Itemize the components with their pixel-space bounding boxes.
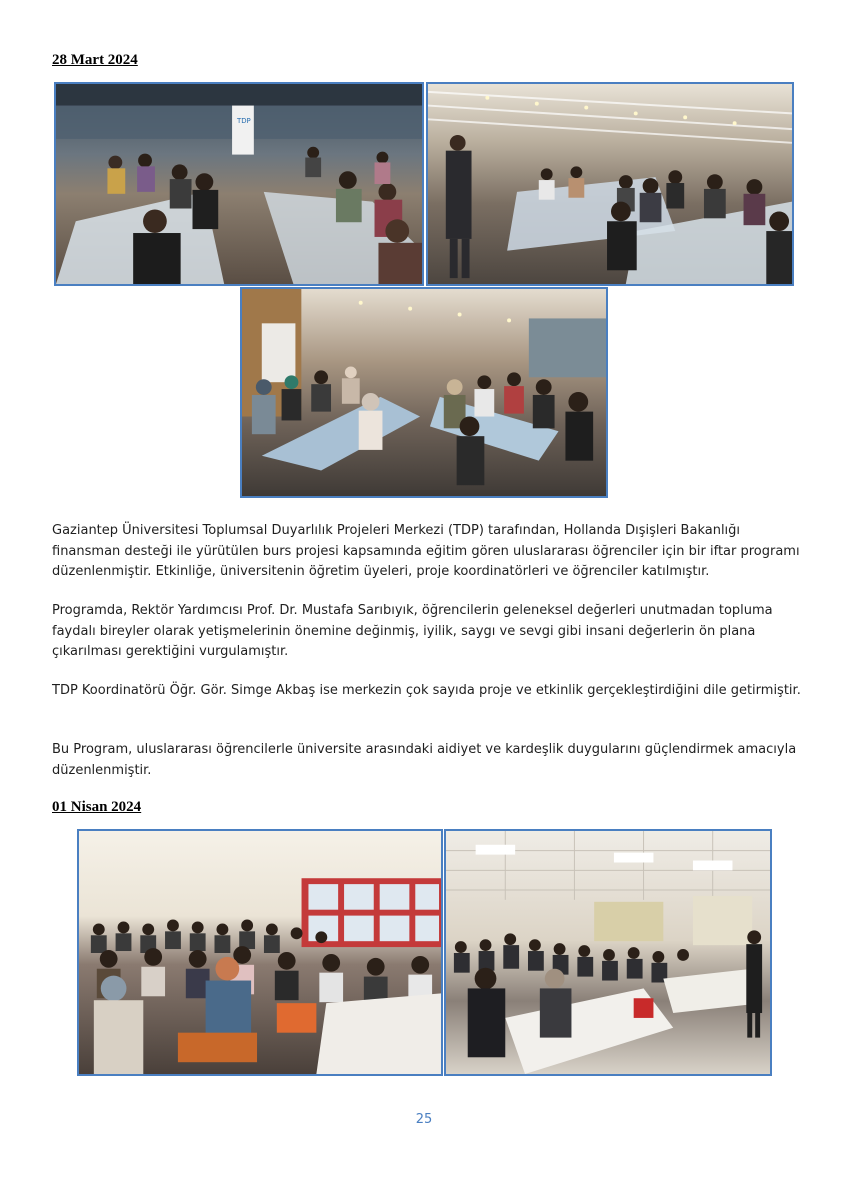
paragraph-intro: Gaziantep Üniversitesi Toplumsal Duyarlılık Projeleri Merkezi (TDP) tarafından, Hollanda Dışişleri Bakanlığı finansman desteği ile yürütülen burs projesi kapsamında eğitim gören uluslararası öğrenciler için bir iftar programı düzenlenmiştir. Etkinliğe, üniversitenin öğretim üyeleri, proje koordinatörleri ve öğrenciler katılmıştır. [52,523,800,579]
section-date-heading: 01 Nisan 2024 [52,799,142,815]
iftar-photo-2 [426,82,794,286]
page-number: 25 [415,1112,433,1127]
paragraph-purpose: Bu Program, uluslararası öğrencilerle üniversite arasındaki aidiyet ve kardeşlik duygularını güçlendirmek amacıyla düzenlenmiştir. [52,742,797,778]
section-date-heading: 28 Mart 2024 [52,52,138,68]
paragraph-coordinator: TDP Koordinatörü Öğr. Gör. Simge Akbaş ise merkezin çok sayıda proje ve etkinlik gerçekleştirdiğini dile getirmiştir. [52,683,801,698]
iftar-photo-3 [240,287,608,498]
iftar-photo-1 [54,82,424,286]
classroom-photo-2 [444,829,772,1076]
classroom-photo-1 [77,829,443,1076]
banner-text: TDP [237,117,251,126]
paragraph-speech: Programda, Rektör Yardımcısı Prof. Dr. Mustafa Sarıbıyık, öğrencilerin geleneksel değerleri unutmadan topluma faydalı bireyler olarak yetişmelerinin önemine değinmiş, iyilik, saygı ve sevgi gibi insani değerlerin ön plana çıkarılması gerektiğini vurgulamıştır. [52,603,773,659]
